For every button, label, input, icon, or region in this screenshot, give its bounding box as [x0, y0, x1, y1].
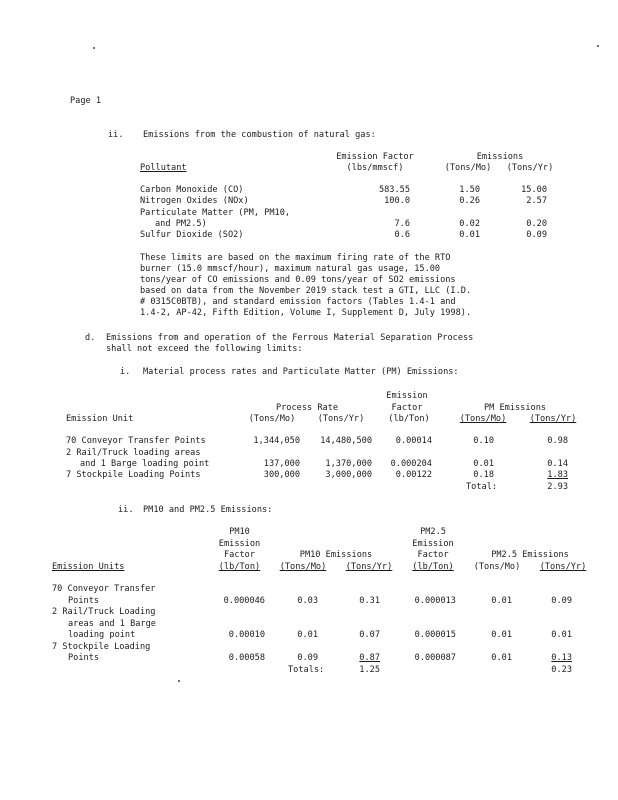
table-cell: 583.55: [378, 185, 410, 195]
note-line: based on data from the November 2019 stack test a GTI, LLC (I.D.: [140, 286, 472, 296]
table-cell: 2 Rail/Truck Loading: [52, 607, 156, 617]
col-header: Factor: [223, 550, 256, 560]
table-cell: Particulate Matter (PM, PM10,: [140, 208, 291, 218]
table-cell: 7 Stockpile Loading Points: [66, 470, 201, 480]
total-label: Total:: [466, 482, 498, 492]
col-header: (Tons/Mo): [444, 163, 492, 173]
item-heading: Emissions from the combustion of natural gas:: [143, 130, 376, 140]
col-header: (Tons/Mo): [473, 562, 521, 572]
table-cell: 0.6: [394, 230, 410, 240]
col-header: Emission: [218, 539, 261, 549]
note-line: # 0315C0BTB), and standard emission factors (Tables 1.4-1 and: [140, 297, 456, 307]
table-cell: areas and 1 Barge: [68, 619, 156, 629]
table-cell: 3,000,000: [325, 470, 372, 480]
table-cell: 0.18: [473, 470, 494, 480]
item-heading: PM10 and PM2.5 Emissions:: [143, 505, 273, 515]
table-cell: 0.03: [297, 596, 318, 606]
table-cell: 0.98: [547, 436, 568, 446]
table-cell: 0.01: [491, 596, 512, 606]
table-cell: 0.00014: [395, 436, 432, 446]
table-cell: 0.000013: [414, 596, 456, 606]
table-cell: 0.000015: [414, 630, 456, 640]
table-cell: loading point: [68, 630, 136, 640]
table-cell: 0.09: [526, 230, 547, 240]
table-cell: 0.000087: [414, 653, 456, 663]
table-cell: and 1 Barge loading point: [80, 459, 210, 469]
table-cell: Nitrogen Oxides (NOx): [140, 196, 249, 206]
note-line: These limits are based on the maximum firing rate of the RTO: [140, 253, 451, 263]
col-header: Emission Units: [52, 562, 125, 572]
table-cell: 1.50: [459, 185, 480, 195]
table-cell: 0.00010: [228, 630, 265, 640]
table-cell: 0.01: [491, 630, 512, 640]
item-marker: i.: [120, 367, 131, 377]
paragraph-line: Emissions from and operation of the Ferrous Material Separation Process: [106, 333, 474, 343]
col-header: (lbs/mmscf): [346, 163, 404, 173]
total-pm10: 1.25: [359, 665, 380, 675]
table-cell: 0.00058: [228, 653, 265, 663]
col-header: Pollutant: [140, 163, 187, 173]
table-cell: 2.57: [526, 196, 547, 206]
table-cell: 0.26: [459, 196, 480, 206]
col-header: (Tons/Mo): [248, 414, 296, 424]
table-cell: 70 Conveyor Transfer: [52, 584, 156, 594]
item-heading: Material process rates and Particulate Matter (PM) Emissions:: [143, 367, 459, 377]
table-cell: 0.07: [359, 630, 380, 640]
col-header: (lb/Ton): [388, 414, 430, 424]
note-line: burner (15.0 mmscf/hour), maximum natural gas usage, 15.00: [140, 264, 441, 274]
col-header: Emission Unit: [66, 414, 134, 424]
col-header: (Tons/Yr): [529, 414, 577, 424]
table-cell: 0.87: [359, 653, 380, 663]
item-marker: ii.: [118, 505, 134, 515]
table-cell: Points: [68, 596, 100, 606]
table-cell: 0.13: [551, 653, 572, 663]
col-header: Emission: [412, 539, 454, 549]
col-header: Factor: [391, 403, 423, 413]
col-header: (Tons/Yr): [345, 562, 393, 572]
table-cell: 0.000204: [390, 459, 432, 469]
col-header: (Tons/Yr): [317, 414, 365, 424]
table-cell: 0.14: [547, 459, 568, 469]
table-cell: 7 Stockpile Loading: [52, 642, 151, 652]
table-cell: 0.01: [459, 230, 480, 240]
col-header: (Tons/Yr): [539, 562, 587, 572]
table-cell: 0.10: [473, 436, 494, 446]
page-label: Page 1: [70, 96, 102, 106]
table-cell: 0.09: [297, 653, 318, 663]
col-header: (lb/Ton): [218, 562, 261, 572]
col-header: (lb/Ton): [412, 562, 454, 572]
table-cell: 0.00122: [395, 470, 432, 480]
paragraph-line: shall not exceed the following limits:: [106, 344, 303, 354]
table-cell: 1,344,050: [253, 436, 300, 446]
col-header: Process Rate: [275, 403, 339, 413]
col-header: Emission: [386, 391, 428, 401]
scan-speck: [597, 45, 599, 47]
scan-speck: [178, 680, 180, 682]
table-cell: 14,480,500: [320, 436, 372, 446]
table-cell: 1.83: [547, 470, 568, 480]
table-cell: 0.02: [459, 219, 480, 229]
total-pm25: 0.23: [551, 665, 572, 675]
table-cell: 300,000: [263, 470, 300, 480]
note-line: tons/year of CO emissions and 0.09 tons/year of SO2 emissions: [140, 275, 456, 285]
item-marker: d.: [85, 333, 96, 343]
col-header: (Tons/Mo): [279, 562, 327, 572]
table-cell: 0.01: [551, 630, 572, 640]
table-cell: Points: [68, 653, 100, 663]
col-header: PM10: [229, 527, 250, 537]
table-cell: and PM2.5): [155, 219, 207, 229]
table-cell: 0.01: [473, 459, 494, 469]
col-header: PM10 Emissions: [299, 550, 373, 560]
col-header: PM Emissions: [483, 403, 547, 413]
table-cell: 0.31: [359, 596, 380, 606]
table-cell: 0.000046: [223, 596, 265, 606]
table-cell: 1,370,000: [325, 459, 372, 469]
col-header: (Tons/Mo): [459, 414, 507, 424]
totals-label: Totals:: [288, 665, 325, 675]
scan-speck: [93, 47, 95, 49]
col-header: Emissions: [476, 152, 524, 162]
table-cell: 0.20: [526, 219, 547, 229]
col-header: PM2.5: [420, 527, 446, 537]
col-header: Factor: [417, 550, 449, 560]
table-cell: 100.0: [384, 196, 410, 206]
item-marker: ii.: [108, 130, 124, 140]
total-value: 2.93: [547, 482, 568, 492]
note-line: 1.4-2, AP-42, Fifth Edition, Volume I, Supplement D, July 1998).: [140, 308, 472, 318]
table-cell: Sulfur Dioxide (SO2): [140, 230, 244, 240]
table-cell: 70 Conveyor Transfer Points: [66, 436, 206, 446]
table-cell: 15.00: [521, 185, 547, 195]
table-cell: 0.09: [551, 596, 572, 606]
table-cell: 7.6: [394, 219, 410, 229]
table-cell: Carbon Monoxide (CO): [140, 185, 244, 195]
col-header: Emission Factor: [336, 152, 414, 162]
table-cell: 137,000: [263, 459, 300, 469]
col-header: (Tons/Yr): [506, 163, 554, 173]
table-cell: 0.01: [297, 630, 318, 640]
col-header: PM2.5 Emissions: [491, 550, 569, 560]
table-cell: 2 Rail/Truck loading areas: [66, 448, 201, 458]
table-cell: 0.01: [491, 653, 512, 663]
